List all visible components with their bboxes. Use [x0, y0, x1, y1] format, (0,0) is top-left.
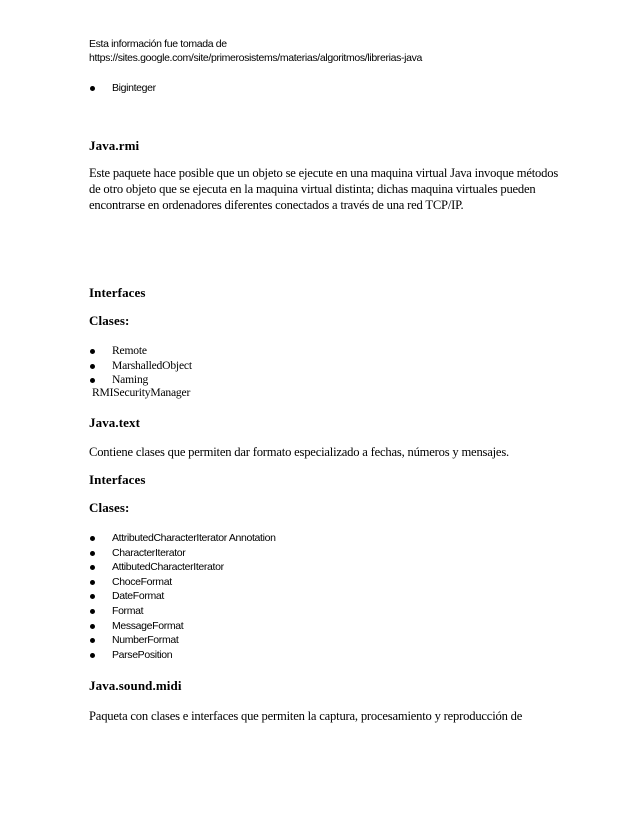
bullet-icon — [90, 580, 95, 585]
bullet-icon — [90, 594, 95, 599]
list-item: NumberFormat — [89, 633, 276, 648]
list-item: MessageFormat — [89, 619, 276, 634]
bullet-icon — [90, 536, 95, 541]
text-classes-heading: Clases: — [89, 500, 130, 515]
list-item: Remote — [89, 344, 192, 359]
list-item: AttributedCharacterIterator Annotation — [89, 531, 276, 546]
list-item: Biginteger — [89, 81, 156, 96]
bullet-icon — [90, 378, 95, 383]
list-item: DateFormat — [89, 589, 276, 604]
sound-desc: Paqueta con clases e interfaces que permiten la captura, procesamiento y reproducción de — [89, 709, 523, 723]
bullet-icon — [90, 624, 95, 629]
intro-list — [89, 81, 156, 96]
text-desc: Contiene clases que permiten dar formato especializado a fechas, números y mensajes. — [89, 445, 509, 459]
list-item: Format — [89, 604, 276, 619]
bullet-icon — [90, 364, 95, 369]
section-title-rmi: Java.rmi — [89, 138, 140, 153]
bullet-icon — [90, 565, 95, 570]
bullet-icon — [90, 551, 95, 556]
rmi-interfaces-heading: Interfaces — [89, 285, 146, 300]
list-item: ChoceFormat — [89, 575, 276, 590]
bullet-icon — [90, 653, 95, 658]
section-title-text: Java.text — [89, 415, 141, 430]
list-item: CharacterIterator — [89, 546, 276, 561]
bullet-icon — [90, 86, 95, 91]
bullet-icon — [90, 638, 95, 643]
section-title-sound: Java.sound.midi — [89, 678, 182, 693]
text-classes-list — [89, 531, 276, 662]
bullet-icon — [90, 349, 95, 354]
rmi-desc-line-2: de otro objeto que se ejecuta en la maquina virtual distinta; dichas maquina virtuales pueden — [89, 182, 536, 196]
rmi-classes-list — [89, 344, 192, 388]
list-item: MarshalledObject — [89, 359, 192, 374]
list-item: Naming — [89, 373, 192, 388]
bullet-icon — [90, 609, 95, 614]
intro-line-1: Esta información fue tomada de — [89, 38, 227, 50]
list-item: ParsePosition — [89, 648, 276, 663]
intro-source-url: https://sites.google.com/site/primerosistems/materias/algoritmos/librerias-java — [89, 52, 422, 64]
text-interfaces-heading: Interfaces — [89, 472, 146, 487]
rmi-desc-line-1: Este paquete hace posible que un objeto se ejecute en una maquina virtual Java invoque métodos — [89, 166, 559, 180]
list-item: AttibutedCharacterIterator — [89, 560, 276, 575]
rmi-desc-line-3: encontrarse en ordenadores diferentes conectados a través de una red TCP/IP. — [89, 198, 464, 212]
rmi-classes-heading: Clases: — [89, 313, 130, 328]
rmi-extra-class: RMISecurityManager — [92, 386, 191, 399]
